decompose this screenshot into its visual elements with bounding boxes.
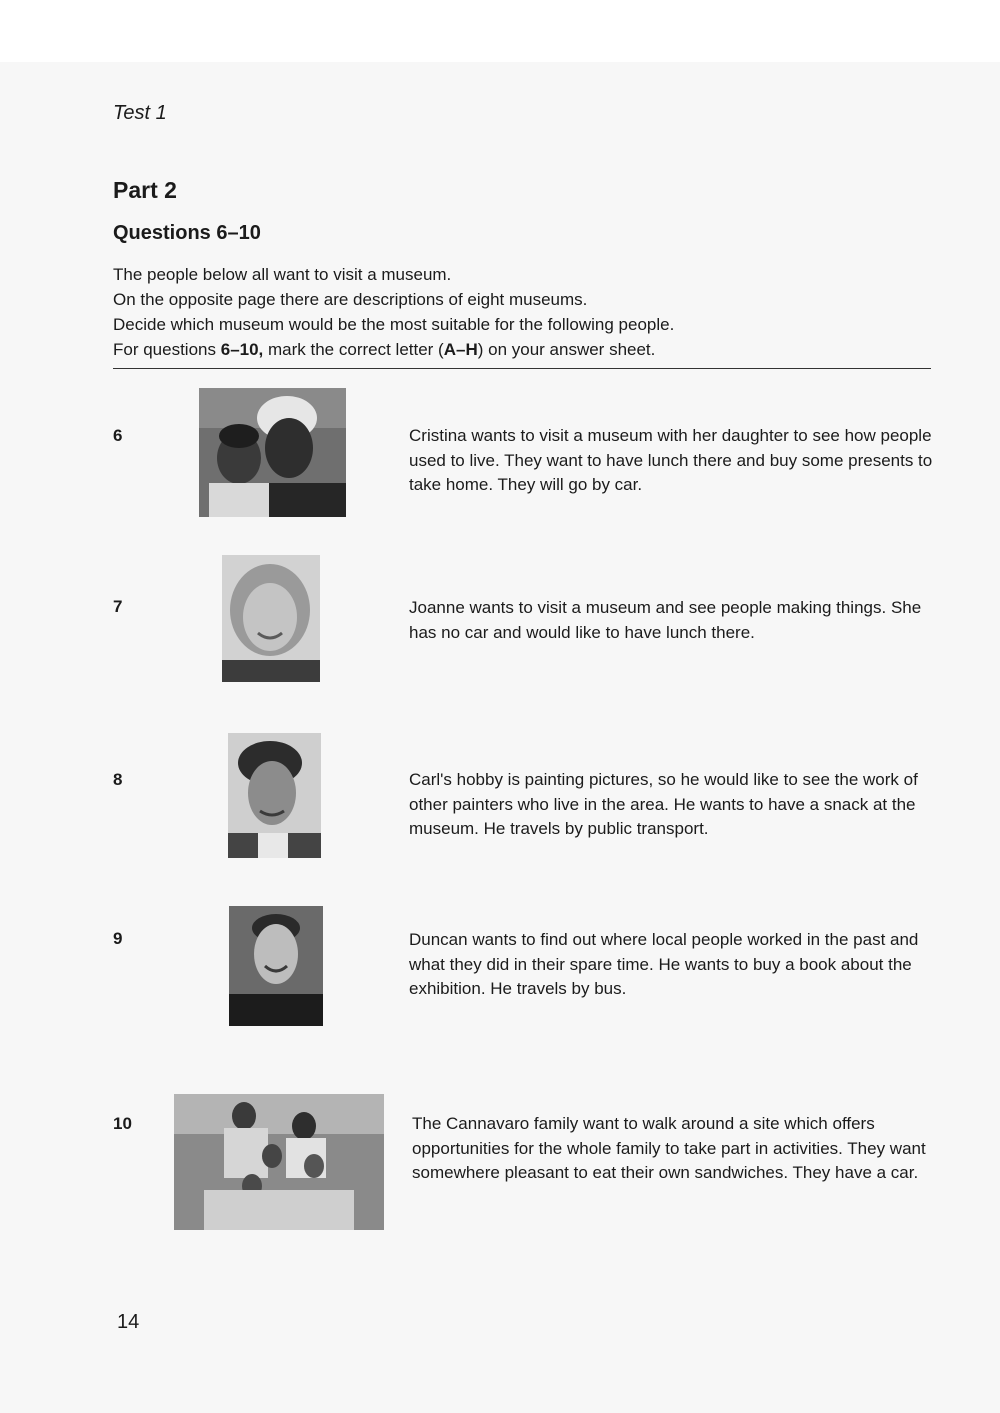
question-text: Duncan wants to find out where local people worked in the past and what they did in their spare time. He wants to buy a book about the exhibition. He travels by bus. xyxy=(409,930,919,998)
question-text: Carl's hobby is painting pictures, so he would like to see the work of other painters who live in the area. He wants to have a snack at the museum. He travels by public transport. xyxy=(409,770,918,838)
running-head: Test 1 xyxy=(113,102,167,124)
question-text: Joanne wants to visit a museum and see people making things. She has no car and would like to have lunch there. xyxy=(409,598,922,642)
instruction-line: On the opposite page there are descriptions of eight museums. xyxy=(113,290,588,309)
question-range: 6–10, xyxy=(220,340,264,359)
question-number: 10 xyxy=(113,1114,132,1133)
questions-title: Questions 6–10 xyxy=(113,222,261,244)
family-group-photo xyxy=(174,1094,384,1230)
instruction-text: ) on your answer sheet. xyxy=(477,340,656,359)
page-number: 14 xyxy=(117,1311,140,1333)
instruction-line: Decide which museum would be the most suitable for the following people. xyxy=(113,315,675,334)
question-number: 9 xyxy=(113,929,123,948)
smiling-woman-photo xyxy=(222,555,320,682)
question-text: Cristina wants to visit a museum with her daughter to see how people used to live. They want to have lunch there and buy some presents to take home. They will go by car. xyxy=(409,426,933,494)
mother-and-daughter-photo xyxy=(199,388,346,517)
answer-letters: A–H xyxy=(443,340,478,359)
part-title: Part 2 xyxy=(113,177,177,203)
divider-rule xyxy=(113,368,931,369)
question-number: 7 xyxy=(113,597,123,616)
question-number: 6 xyxy=(113,426,123,445)
question-number: 8 xyxy=(113,770,123,789)
question-text: The Cannavaro family want to walk around a site which offers opportunities for the whole family to take part in activities. They want somewhere pleasant to eat their own sandwiches. They have a car. xyxy=(412,1114,926,1182)
instructions xyxy=(113,262,674,362)
instruction-line: The people below all want to visit a museum. xyxy=(113,265,452,284)
instruction-text: mark the correct letter ( xyxy=(263,340,444,359)
young-man-photo xyxy=(229,906,323,1026)
instruction-text: For questions xyxy=(113,340,221,359)
man-portrait-photo xyxy=(228,733,321,858)
instruction-line xyxy=(113,337,674,362)
